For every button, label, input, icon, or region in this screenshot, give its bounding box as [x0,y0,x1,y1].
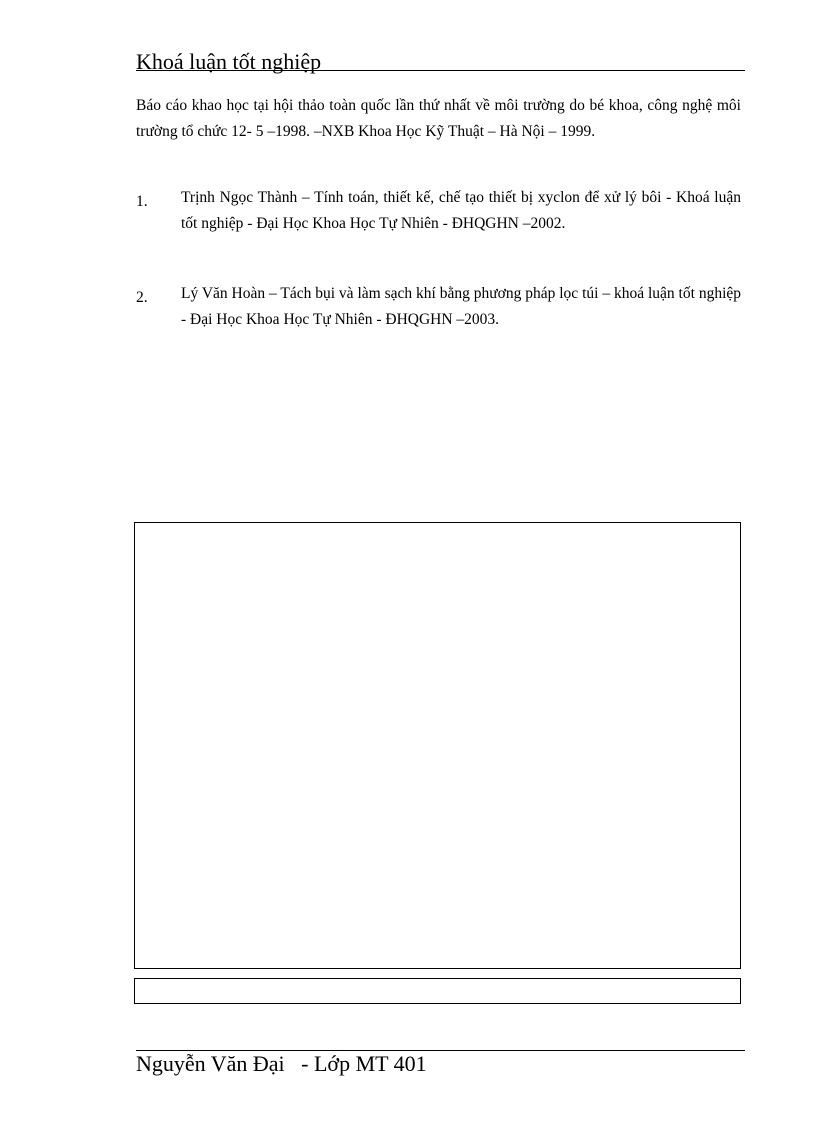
empty-image-frame [134,522,741,969]
empty-caption-frame [134,978,741,1004]
reference-text: Lý Văn Hoàn – Tách bụi và làm sạch khí bằng phương pháp lọc túi – khoá luận tốt nghiệp - Đại Học Khoa Học Tự Nhiên - ĐHQGHN –2003. [181,285,741,328]
reference-item [136,281,741,333]
intro-paragraph: Báo cáo khao học tại hội thảo toàn quốc lần thứ nhất về môi trường do bé khoa, công nghệ môi trường tổ chức 12- 5 –1998. –NXB Khoa Học Kỹ Thuật – Hà Nội – 1999. [136,97,741,140]
reference-number: 1. [136,193,148,210]
reference-text: Trịnh Ngọc Thành – Tính toán, thiết kế, chế tạo thiết bị xyclon để xử lý bôi - Khoá luận tốt nghiệp - Đại Học Khoa Học Tự Nhiên - ĐHQGHN –2002. [181,189,741,232]
reference-item [136,185,741,237]
reference-number: 2. [136,289,148,306]
page-header-title: Khoá luận tốt nghiệp [136,49,322,74]
page-footer-text: Nguyễn Văn Đại - Lớp MT 401 [136,1051,427,1076]
header-divider [136,70,745,71]
